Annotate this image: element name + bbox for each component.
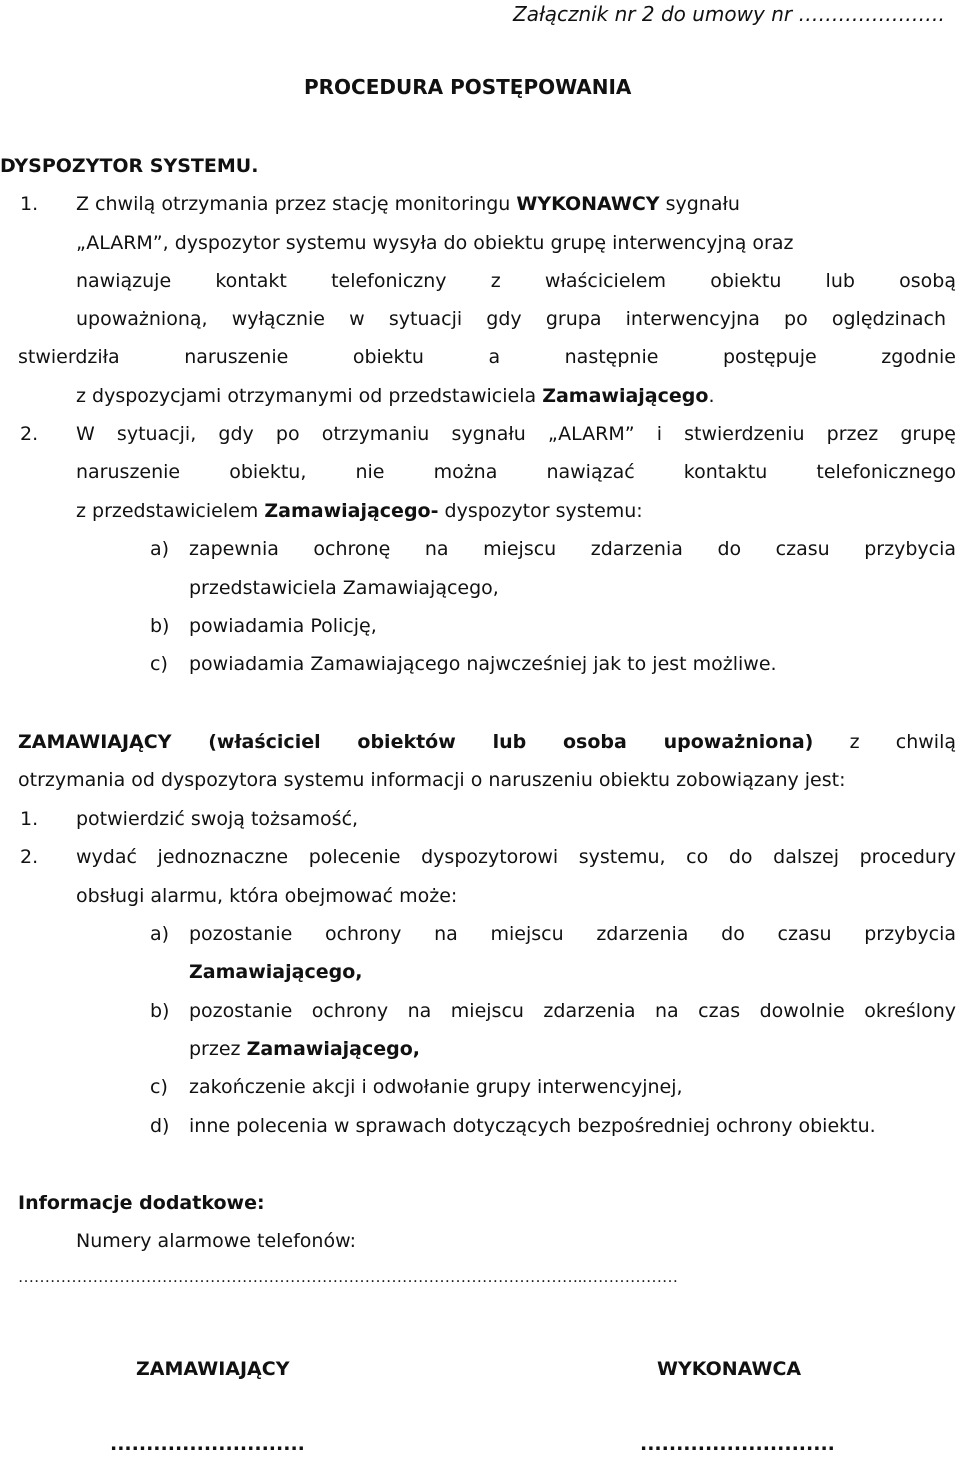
text-span-bold: Zamawiającego, [246,1038,421,1060]
phones-label: Numery alarmowe telefonów: [76,1230,356,1252]
paragraph-line: nawiązuje kontakt telefoniczny z właścicielem obiektu lub osobą [76,270,956,292]
paragraph-line [76,192,740,216]
sub-item-label: c) [150,1076,168,1098]
info-heading: Informacje dodatkowe: [18,1192,265,1214]
paragraph-line [76,499,643,523]
text-span-bold: Zamawiającego [542,385,709,407]
item-number: 1. [20,808,39,830]
paragraph-line: potwierdzić swoją tożsamość, [76,808,359,830]
paragraph-line [76,384,714,408]
text-span-bold: Zamawiającego- [264,500,439,522]
sub-item-label: d) [150,1115,170,1137]
text-span: przez [189,1038,247,1060]
paragraph-line: otrzymania od dyspozytora systemu informacji o naruszeniu obiektu zobowiązany jest: [18,769,846,791]
signature-dots-right: ........................... [640,1433,835,1455]
signature-dots-left: ........................... [110,1433,305,1455]
document-title: PROCEDURA POSTĘPOWANIA [304,75,632,99]
paragraph-line: stwierdziła naruszenie obiektu a następnie postępuje zgodnie [18,346,956,368]
sub-item-text: pozostanie ochrony na miejscu zdarzenia na czas dowolnie określony [189,1000,956,1022]
text-span-bold: WYKONAWCY [516,193,660,215]
text-span: z przedstawicielem [76,500,265,522]
item-number: 2. [20,846,39,868]
sub-item-label: b) [150,615,170,637]
sub-item-text: powiadamia Policję, [189,615,377,637]
sub-item-text: powiadamia Zamawiającego najwcześniej jak to jest możliwe. [189,653,777,675]
section-heading-line [18,730,956,754]
sub-item-text: zakończenie akcji i odwołanie grupy interwencyjnej, [189,1076,683,1098]
text-span: . [708,385,715,407]
sub-item-text: przedstawiciela Zamawiającego, [189,577,499,599]
signature-label-left: ZAMAWIAJĄCY [136,1358,290,1380]
sub-item-label: a) [150,538,170,560]
text-span-bold: ZAMAWIAJĄCY (właściciel obiektów lub osoba upoważniona) [18,731,814,753]
paragraph-line: upoważnioną, wyłącznie w sytuacji gdy grupa interwencyjna po oględzinach [76,308,946,330]
text-span: z chwilą [813,731,957,753]
text-span: dyspozytor systemu: [438,500,643,522]
phones-dotted-line: …………………………………………………………………………………………….……………… [18,1269,678,1286]
sub-item-text: inne polecenia w sprawach dotyczących bezpośredniej ochrony obiektu. [189,1115,876,1137]
text-span: Z chwilą otrzymania przez stację monitoringu [76,193,517,215]
item-number: 2. [20,423,39,445]
signature-label-right: WYKONAWCA [657,1358,802,1380]
sub-item-label: c) [150,653,168,675]
paragraph-line: „ALARM”, dyspozytor systemu wysyła do obiektu grupę interwencyjną oraz [76,232,794,254]
sub-item-text: pozostanie ochrony na miejscu zdarzenia do czasu przybycia [189,923,956,945]
section-subtitle: DYSPOZYTOR SYSTEMU. [0,155,259,177]
sub-item-label: a) [150,923,170,945]
sub-item-text [189,1037,420,1061]
paragraph-line: obsługi alarmu, która obejmować może: [76,885,458,907]
sub-item-text: zapewnia ochronę na miejscu zdarzenia do czasu przybycia [189,538,956,560]
annex-reference: Załącznik nr 2 do umowy nr …………………. [513,2,945,26]
paragraph-line: naruszenie obiektu, nie można nawiązać kontaktu telefonicznego [76,461,956,483]
paragraph-line: wydać jednoznaczne polecenie dyspozytorowi systemu, co do dalszej procedury [76,846,956,868]
text-span: z dyspozycjami otrzymanymi od przedstawiciela [76,385,543,407]
sub-item-text: Zamawiającego, [189,961,363,983]
text-span: sygnału [659,193,740,215]
item-number: 1. [20,193,39,215]
paragraph-line: W sytuacji, gdy po otrzymaniu sygnału „ALARM” i stwierdzeniu przez grupę [76,423,956,445]
sub-item-label: b) [150,1000,170,1022]
